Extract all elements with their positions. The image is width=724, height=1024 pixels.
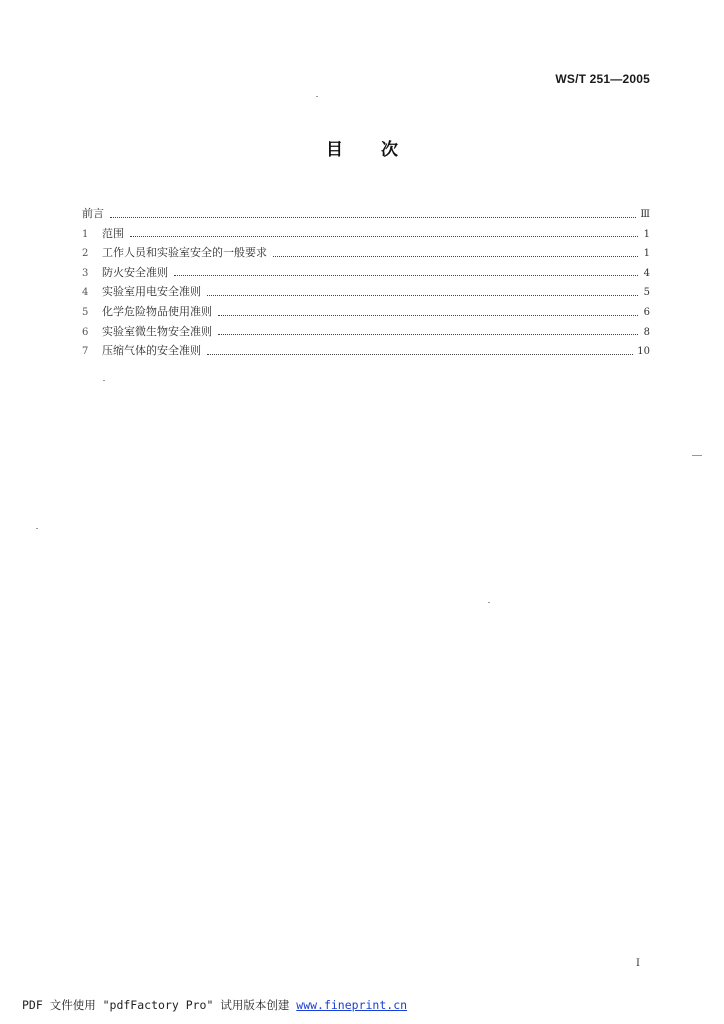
toc-entry-page: 4 — [643, 267, 650, 279]
toc-entry-foreword[interactable] — [82, 205, 650, 225]
scan-speck — [488, 602, 490, 603]
toc-entry-page: 1 — [643, 228, 650, 240]
dot-leader — [218, 334, 638, 335]
toc-entry-label: 范围 — [102, 226, 124, 240]
toc-entry-number: 5 — [82, 306, 89, 318]
dot-leader — [110, 217, 636, 218]
toc-entry-page: 8 — [643, 326, 650, 338]
dot-leader — [218, 315, 638, 316]
toc-entry-3[interactable] — [82, 264, 650, 284]
dot-leader — [207, 295, 638, 296]
scan-speck — [103, 380, 105, 381]
standard-code: WS/T 251—2005 — [555, 72, 650, 86]
toc-title — [0, 135, 724, 160]
toc-entry-label: 实验室用电安全准则 — [102, 285, 201, 299]
toc-entry-number: 3 — [82, 267, 89, 279]
table-of-contents — [82, 205, 650, 362]
pdf-footer — [22, 997, 407, 1013]
toc-entry-number: 2 — [82, 248, 89, 260]
toc-entry-4[interactable] — [82, 283, 650, 303]
toc-entry-label: 防火安全准则 — [102, 265, 168, 279]
toc-entry-7[interactable] — [82, 342, 650, 362]
toc-entry-page: 5 — [643, 287, 650, 299]
footer-link[interactable]: www.fineprint.cn — [296, 998, 408, 1012]
toc-entry-5[interactable] — [82, 303, 650, 323]
toc-entry-page: Ⅲ — [640, 209, 650, 220]
toc-entry-label: 压缩气体的安全准则 — [102, 344, 201, 358]
dot-leader — [273, 256, 638, 257]
toc-entry-page: 6 — [643, 306, 650, 318]
dot-leader — [130, 236, 638, 237]
scan-speck — [692, 455, 702, 456]
toc-entry-label: 前言 — [82, 207, 104, 220]
toc-entry-label: 化学危险物品使用准则 — [102, 304, 212, 318]
page-number: I — [636, 958, 640, 969]
footer-text: PDF 文件使用 "pdfFactory Pro" 试用版本创建 — [22, 998, 290, 1012]
toc-entry-label: 工作人员和实验室安全的一般要求 — [102, 246, 267, 260]
toc-entry-label: 实验室微生物安全准则 — [102, 324, 212, 338]
dot-leader — [174, 275, 638, 276]
toc-entry-1[interactable] — [82, 225, 650, 245]
dot-leader — [207, 354, 633, 355]
toc-entry-number: 1 — [82, 228, 89, 240]
toc-entry-number: 4 — [82, 287, 89, 299]
toc-title-char-2: 次 — [381, 140, 398, 160]
toc-entry-2[interactable] — [82, 244, 650, 264]
toc-entry-page: 1 — [643, 248, 650, 260]
toc-entry-page: 10 — [637, 346, 650, 358]
toc-entry-number: 7 — [82, 346, 89, 358]
toc-title-char-1: 目 — [326, 140, 343, 160]
toc-entry-6[interactable] — [82, 323, 650, 343]
scan-speck — [316, 96, 318, 97]
scan-speck — [36, 528, 38, 529]
toc-entry-number: 6 — [82, 326, 89, 338]
